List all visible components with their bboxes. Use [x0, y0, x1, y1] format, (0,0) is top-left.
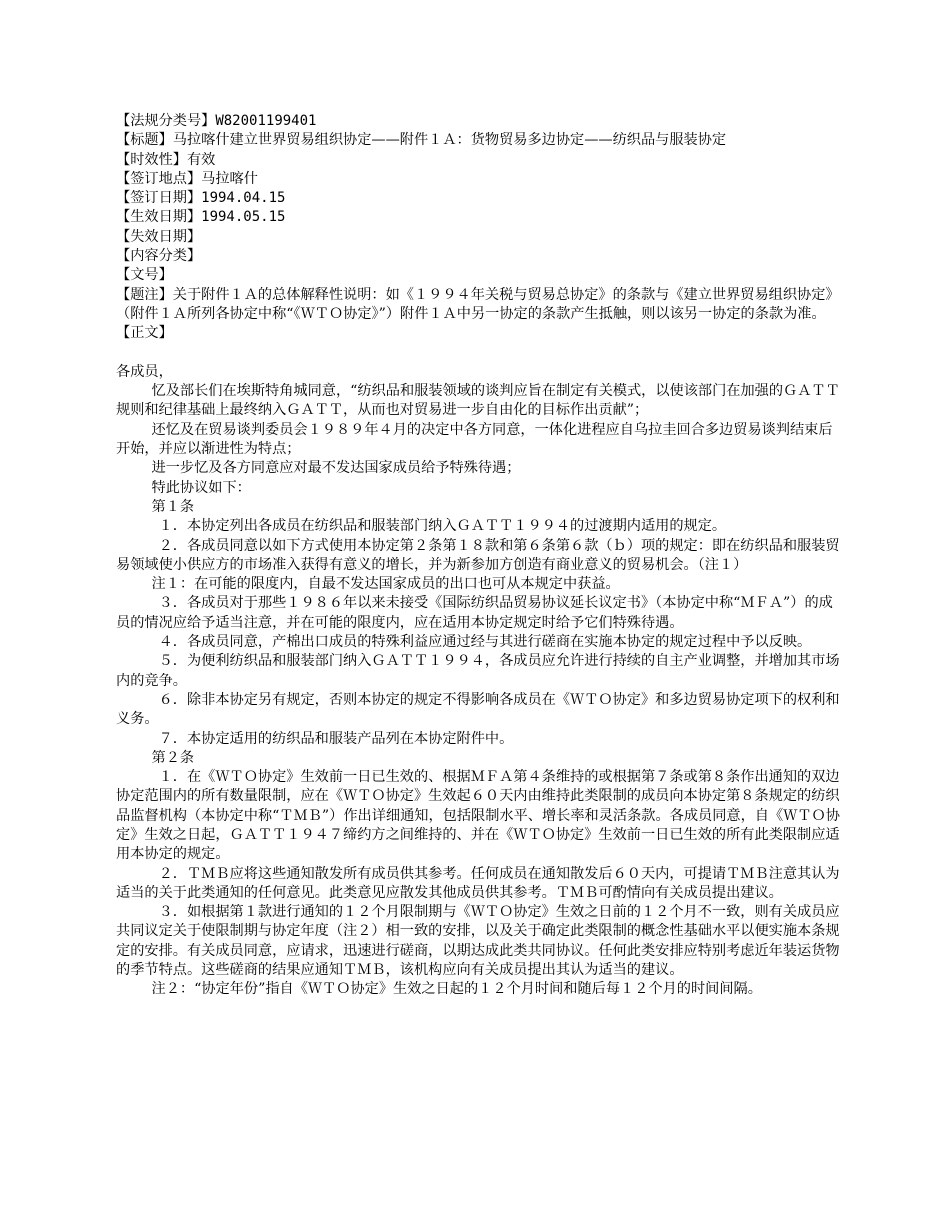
place-value: 马拉喀什	[201, 170, 258, 187]
category-no-row	[116, 112, 840, 131]
note-label: 【题注】	[116, 286, 173, 303]
title-value: 马拉喀什建立世界贸易组织协定——附件１Ａ：货物贸易多边协定——纺织品与服装协定	[172, 132, 727, 149]
validity-row	[116, 151, 840, 170]
place-row	[116, 170, 840, 189]
metadata-block	[116, 112, 840, 344]
recital-1: 忆及部长们在埃斯特角城同意，“纺织品和服装领域的谈判应旨在制定有关模式，以使该部门在加强的ＧＡＴＴ规则和纪律基础上最终纳入ＧＡＴＴ，从而也对贸易进一步自由化的目标作出贡献”；	[116, 383, 840, 419]
document-body	[116, 363, 840, 1000]
effective-date-label: 【生效日期】	[116, 209, 202, 226]
recital-3: 进一步忆及各方同意应对最不发达国家成员给予特殊待遇；	[151, 460, 521, 477]
note-row	[116, 286, 840, 325]
signed-date-row	[116, 189, 840, 208]
validity-value: 有效	[186, 151, 216, 168]
article-1-para-5: ５．为便利纺织品和服装部门纳入ＧＡＴＴ１９９４，各成员应允许进行持续的自主产业调整，并增加其市场内的竞争。	[116, 653, 840, 689]
category-no-label: 【法规分类号】	[116, 113, 216, 129]
note-value: 关于附件１Ａ的总体解释性说明：如《１９９４年关税与贸易总协定》的条款与《建立世界贸易组织协定》（附件１Ａ所列各协定中称“《ＷＴＯ协定》”）附件１Ａ中另一协定的条款产生抵触，则以该另一协定的条款为准。	[116, 286, 840, 322]
salutation: 各成员，	[116, 363, 173, 380]
article-2-para-2: ２．ＴＭＢ应将这些通知散发所有成员供其参考。任何成员在通知散发后６０天内，可提请ＴＭＢ注意其认为适当的关于此类通知的任何意见。此类意见应散发其他成员供其参考。ＴＭＢ可酌情向有关成员提出建议。	[116, 865, 840, 901]
article-1-para-7: ７．本协定适用的纺织品和服装产品列在本协定附件中。	[158, 730, 514, 747]
spacer	[116, 344, 840, 363]
expiry-date-label: 【失效日期】	[116, 228, 202, 245]
doc-no-label: 【文号】	[116, 267, 173, 284]
recital-4: 特此协议如下：	[151, 479, 251, 496]
footnote-2: 注２：“协定年份”指自《ＷＴＯ协定》生效之日起的１２个月时间和随后每１２个月的时间间隔。	[151, 981, 762, 998]
effective-date-row	[116, 208, 840, 227]
article-1-para-2: ２．各成员同意以如下方式使用本协定第２条第１８款和第６条第６款（ｂ）项的规定：即在纺织品和服装贸易领域使小供应方的市场准入获得有意义的增长，并为新参加方创造有商业意义的贸易机会。（注１）	[116, 537, 840, 573]
title-label: 【标题】	[116, 132, 173, 149]
expiry-date-row	[116, 228, 840, 247]
article-2-heading: 第２条	[151, 749, 195, 766]
doc-no-row	[116, 266, 840, 285]
article-1-para-6: ６．除非本协定另有规定，否则本协定的规定不得影响各成员在《ＷＴＯ协定》和多边贸易协定项下的权利和义务。	[116, 691, 840, 728]
article-2-para-3: ３．如根据第１款进行通知的１２个月限制期与《ＷＴＯ协定》生效之日前的１２个月不一致，则有关成员应共同议定关于使限制期与协定年度（注２）相一致的安排，以及关于确定此类限制的概念性基础水平以便实施本条规定的安排。有关成员同意，应请求，迅速进行磋商，以期达成此类共同协议。任何此类安排应特别考虑近年装运货物的季节特点。这些磋商的结果应通知ＴＭＢ，该机构应向有关成员提出其认为适当的建议。	[116, 904, 840, 979]
validity-label: 【时效性】	[116, 151, 187, 168]
content-class-row	[116, 247, 840, 266]
effective-date-value: 1994.05.15	[201, 209, 286, 226]
article-1-para-3: ３．各成员对于那些１９８６年以来未接受《国际纺织品贸易协议延长议定书》（本协定中称“ＭＦＡ”）的成员的情况应给予适当注意，并在可能的限度内，应在适用本协定规定时给予它们特殊待遇。	[116, 595, 833, 631]
text-row	[116, 324, 840, 343]
place-label: 【签订地点】	[116, 170, 202, 187]
footnote-1: 注１：在可能的限度内，自最不发达国家成员的出口也可从本规定中获益。	[151, 576, 620, 593]
article-1-para-1: １．本协定列出各成员在纺织品和服装部门纳入ＧＡＴＴ１９９４的过渡期内适用的规定。	[158, 518, 727, 535]
article-2-para-1: １．在《ＷＴＯ协定》生效前一日已生效的、根据ＭＦＡ第４条维持的或根据第７条或第８条作出通知的双边协定范围内的所有数量限制，应在《ＷＴＯ协定》生效起６０天内由维持此类限制的成员向本协定第８条规定的纺织品监督机构（本协定中称“ＴＭＢ”）作出详细通知，包括限制水平、增长率和灵活条款。各成员同意，自《ＷＴＯ协定》生效之日起，ＧＡＴＴ１９４７缔约方之间维持的、并在《ＷＴＯ协定》生效前一日已生效的所有此类限制应适用本协定的规定。	[116, 769, 840, 863]
article-1-para-4: ４．各成员同意，产棉出口成员的特殊利益应通过经与其进行磋商在实施本协定的规定过程中予以反映。	[158, 634, 812, 651]
title-row	[116, 131, 840, 150]
article-1-heading: 第１条	[151, 498, 195, 515]
category-no-value: W82001199401	[215, 113, 317, 129]
text-label: 【正文】	[116, 325, 173, 342]
content-class-label: 【内容分类】	[116, 248, 202, 265]
signed-date-value: 1994.04.15	[201, 190, 286, 207]
recital-2: 还忆及在贸易谈判委员会１９８９年４月的决定中各方同意，一体化进程应自乌拉圭回合多边贸易谈判结束后开始，并应以渐进性为特点；	[116, 421, 833, 458]
signed-date-label: 【签订日期】	[116, 190, 202, 207]
